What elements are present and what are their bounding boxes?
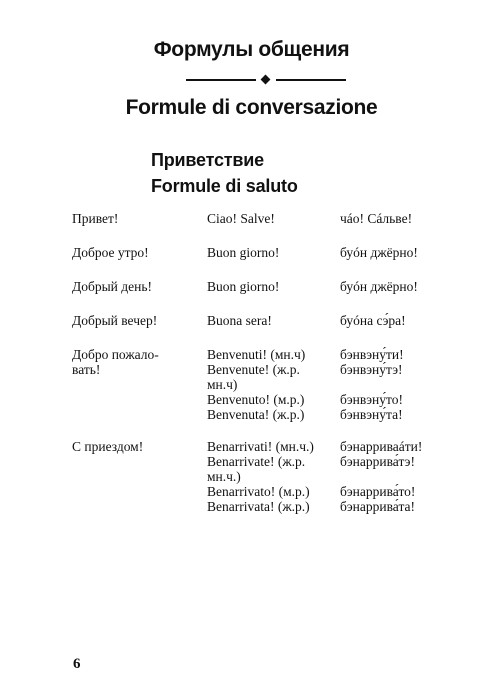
phrase-italian: Buon giorno! [207,245,280,260]
divider-line-right [276,79,346,81]
phrase-russian: Привет! [72,211,119,226]
phrase-russian: Добрый день! [72,279,152,294]
phrase-russian: Доброе утро! [72,245,149,260]
phrase-transcription: бэнвэну́ти! бэнвэну́тэ! бэнвэну́то! бэнвэну́та! [340,347,404,422]
phrase-russian: Добрый вечер! [72,313,158,328]
title-divider [186,75,346,85]
phrase-transcription: буóна сэ́ра! [340,313,406,328]
phrase-row [72,245,442,279]
phrase-italian: Ciao! Salve! [207,211,275,226]
phrase-row [72,347,442,439]
page-title-ru: Формулы общения [153,38,350,61]
page-number: 6 [73,656,81,672]
phrase-italian: Benvenuti! (мн.ч) Benvenute! (ж.р. мн.ч) Benvenuto! (м.р.) Benvenuta! (ж.р.) [207,347,306,422]
phrase-italian: Buona sera! [207,313,272,328]
phrase-russian: С приездом! [72,439,144,454]
phrase-russian: Добро пожало- вать! [72,347,159,377]
phrase-row [72,439,442,529]
phrase-row [72,211,442,245]
section-heading-ru: Приветствие [151,150,264,170]
phrase-row [72,279,442,313]
phrase-italian: Buon giorno! [207,279,280,294]
phrase-transcription: буóн джёрно! [340,245,418,260]
page-title-it: Formule di conversazione [125,96,378,119]
diamond-ornament-icon [261,75,271,85]
phrase-table [72,211,442,529]
phrase-italian: Benarrivati! (мн.ч.) Benarrivate! (ж.р. мн.ч.) Benarrivato! (м.р.) Benarrivata! (ж.р.) [207,439,314,514]
section-heading-it: Formule di saluto [151,176,298,196]
phrase-row [72,313,442,347]
phrase-transcription: буóн джёрно! [340,279,418,294]
phrase-transcription: бэнарриваáти! бэнаррива́тэ! бэнаррива́то! бэнаррива́та! [340,439,423,514]
phrase-transcription: чáo! Сáльве! [340,211,413,226]
divider-line-left [186,79,256,81]
